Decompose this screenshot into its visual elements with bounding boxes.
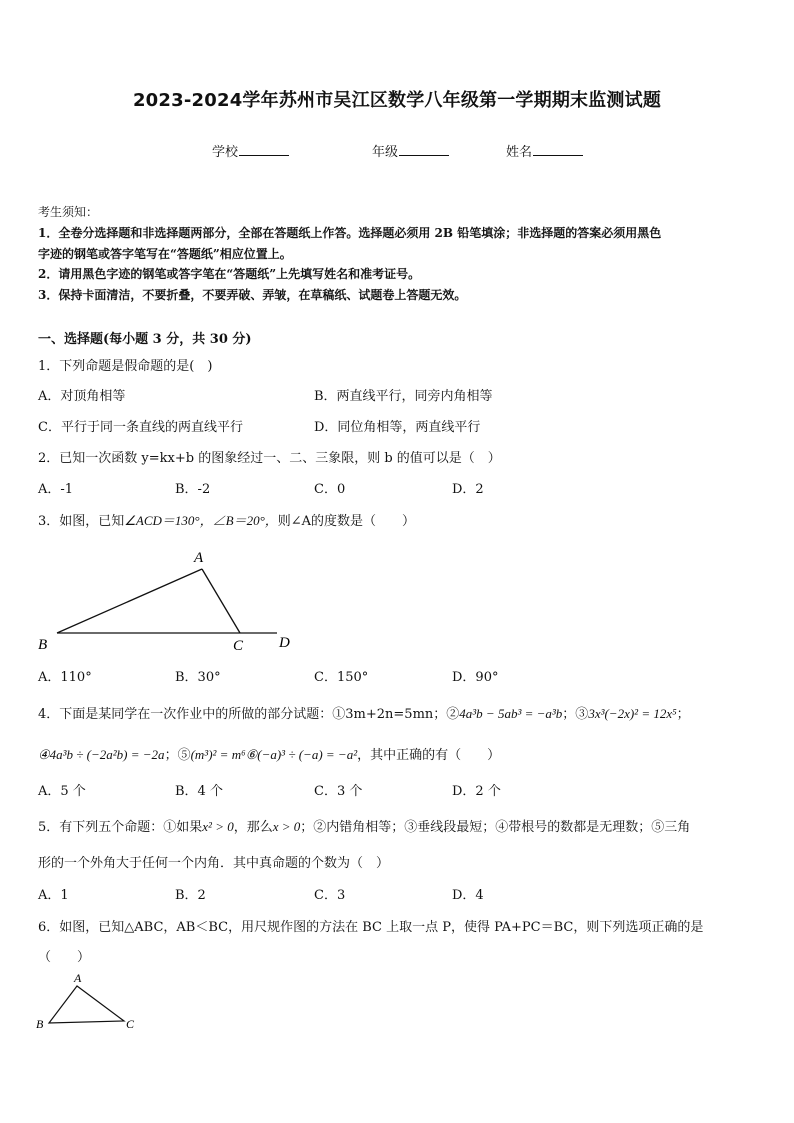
q3-label-d: D [279, 635, 290, 651]
section-heading: 一、选择题(每小题 3 分，共 30 分) [38, 332, 252, 347]
q5-option-a[interactable]: A．1 [38, 888, 69, 903]
name-field[interactable] [506, 141, 583, 160]
q4-stem-line2 [38, 744, 500, 763]
q2-option-a[interactable]: A．-1 [38, 482, 74, 497]
q1-option-c[interactable]: C．平行于同一条直线的两直线平行 [38, 420, 243, 435]
q4-expr-3: 3x³(−2x)² = 12x⁵ [588, 706, 677, 721]
q6-label-a: A [74, 971, 82, 985]
q4-option-c[interactable]: C．3 个 [314, 784, 363, 799]
q3-stem [38, 510, 415, 529]
q4-sep: ；③ [562, 707, 589, 722]
q1-option-a[interactable]: A．对顶角相等 [38, 389, 126, 404]
q5-stem-line1 [38, 816, 690, 835]
q6-label-b: B [36, 1017, 44, 1031]
q5-expr-2: x > 0 [272, 819, 301, 834]
q3-stem-prefix: 3．如图，已知 [38, 514, 125, 529]
name-label: 姓名 [506, 145, 533, 160]
q6-answer-paren: （ ） [38, 950, 91, 965]
q4-stem-line1 [38, 703, 690, 722]
q5-option-d[interactable]: D．4 [452, 888, 484, 903]
q4-end3: ； [676, 707, 690, 722]
q5-option-b[interactable]: B．2 [175, 888, 206, 903]
q3-option-d[interactable]: D．90° [452, 670, 499, 685]
q3-option-a[interactable]: A．110° [38, 670, 92, 685]
notice-item-1: 1．全卷分选择题和非选择题两部分，全部在答题纸上作答。选择题必须用 2B 铅笔填涂；非选择题的答案必须用黑色 [38, 226, 662, 240]
q6-triangle-figure [34, 970, 144, 1032]
page-title: 2023-2024学年苏州市吴江区数学八年级第一学期期末监测试题 [132, 90, 662, 111]
q4-expr-2: 4a³b − 5ab³ = −a³b [459, 706, 563, 721]
q3-label-b: B [38, 637, 48, 653]
q4-stem-prefix: 4．下面是某同学在一次作业中的所做的部分试题：①3m+2n=5mn；② [38, 707, 460, 722]
q2-option-d[interactable]: D．2 [452, 482, 484, 497]
q3-angle-b: ∠B＝20°， [212, 513, 278, 528]
q5-option-c[interactable]: C．3 [314, 888, 346, 903]
q4-expr-5: (m³)² = m⁶⑥(−a)³ ÷ (−a) = −a² [190, 747, 358, 762]
q5-stem-mid: ；②内错角相等；③垂线段最短；④带根号的数都是无理数；⑤三角 [300, 820, 691, 835]
q6-label-c: C [126, 1017, 135, 1031]
q4-option-d[interactable]: D．2 个 [452, 784, 501, 799]
name-blank[interactable] [533, 143, 583, 156]
q3-label-c: C [233, 638, 244, 654]
q3-angle-acd: ∠ACD＝130°， [124, 513, 213, 528]
q4-expr-4: ④4a³b ÷ (−2a²b) = −2a [38, 747, 165, 762]
q3-side-ba [57, 569, 202, 633]
q4-tail: ，其中正确的有（ ） [357, 748, 501, 763]
q3-label-a: A [194, 550, 204, 566]
q3-option-b[interactable]: B．30° [175, 670, 221, 685]
school-label: 学校 [212, 145, 239, 160]
q4-option-b[interactable]: B．4 个 [175, 784, 223, 799]
q4-option-a[interactable]: A．5 个 [38, 784, 86, 799]
q4-sep5: ；⑤ [164, 748, 191, 763]
notice-item-3: 3．保持卡面清洁，不要折叠，不要弄破、弄皱，在草稿纸、试题卷上答题无效。 [38, 288, 467, 302]
q3-option-c[interactable]: C．150° [314, 670, 369, 685]
grade-label: 年级 [372, 145, 399, 160]
grade-blank[interactable] [399, 143, 449, 156]
q1-stem: 1．下列命题是假命题的是( ) [38, 359, 213, 374]
q3-stem-suffix: 则∠A的度数是（ ） [277, 514, 416, 529]
school-blank[interactable] [239, 143, 289, 156]
notice-item-1-cont: 字迹的钢笔或答字笔写在“答题纸”相应位置上。 [38, 247, 292, 261]
q5-stem-line2: 形的一个外角大于任何一个内角．其中真命题的个数为（ ） [38, 856, 390, 871]
q2-option-b[interactable]: B．-2 [175, 482, 211, 497]
q2-stem: 2．已知一次函数 y=kx+b 的图象经过一、二、三象限，则 b 的值可以是（ ） [38, 451, 501, 466]
q5-stem-prefix: 5．有下列五个命题：①如果 [38, 820, 203, 835]
school-field[interactable] [212, 141, 289, 160]
q6-stem: 6．如图，已知△ABC，AB＜BC，用尺规作图的方法在 BC 上取一点 P，使得 PA+PC＝BC，则下列选项正确的是 [38, 920, 704, 935]
q5-expr-1: x² > 0 [202, 819, 234, 834]
notice-heading: 考生须知： [38, 205, 99, 219]
q1-option-d[interactable]: D．同位角相等，两直线平行 [314, 420, 481, 435]
grade-field[interactable] [372, 141, 449, 160]
q3-triangle-figure [34, 544, 304, 656]
q2-option-c[interactable]: C．0 [314, 482, 346, 497]
q6-triangle [49, 986, 124, 1023]
notice-item-2: 2．请用黑色字迹的钢笔或答字笔在“答题纸”上先填写姓名和准考证号。 [38, 267, 421, 281]
q5-mid: ，那么 [233, 820, 273, 835]
q3-side-ac [202, 569, 240, 633]
q1-option-b[interactable]: B．两直线平行，同旁内角相等 [314, 389, 493, 404]
